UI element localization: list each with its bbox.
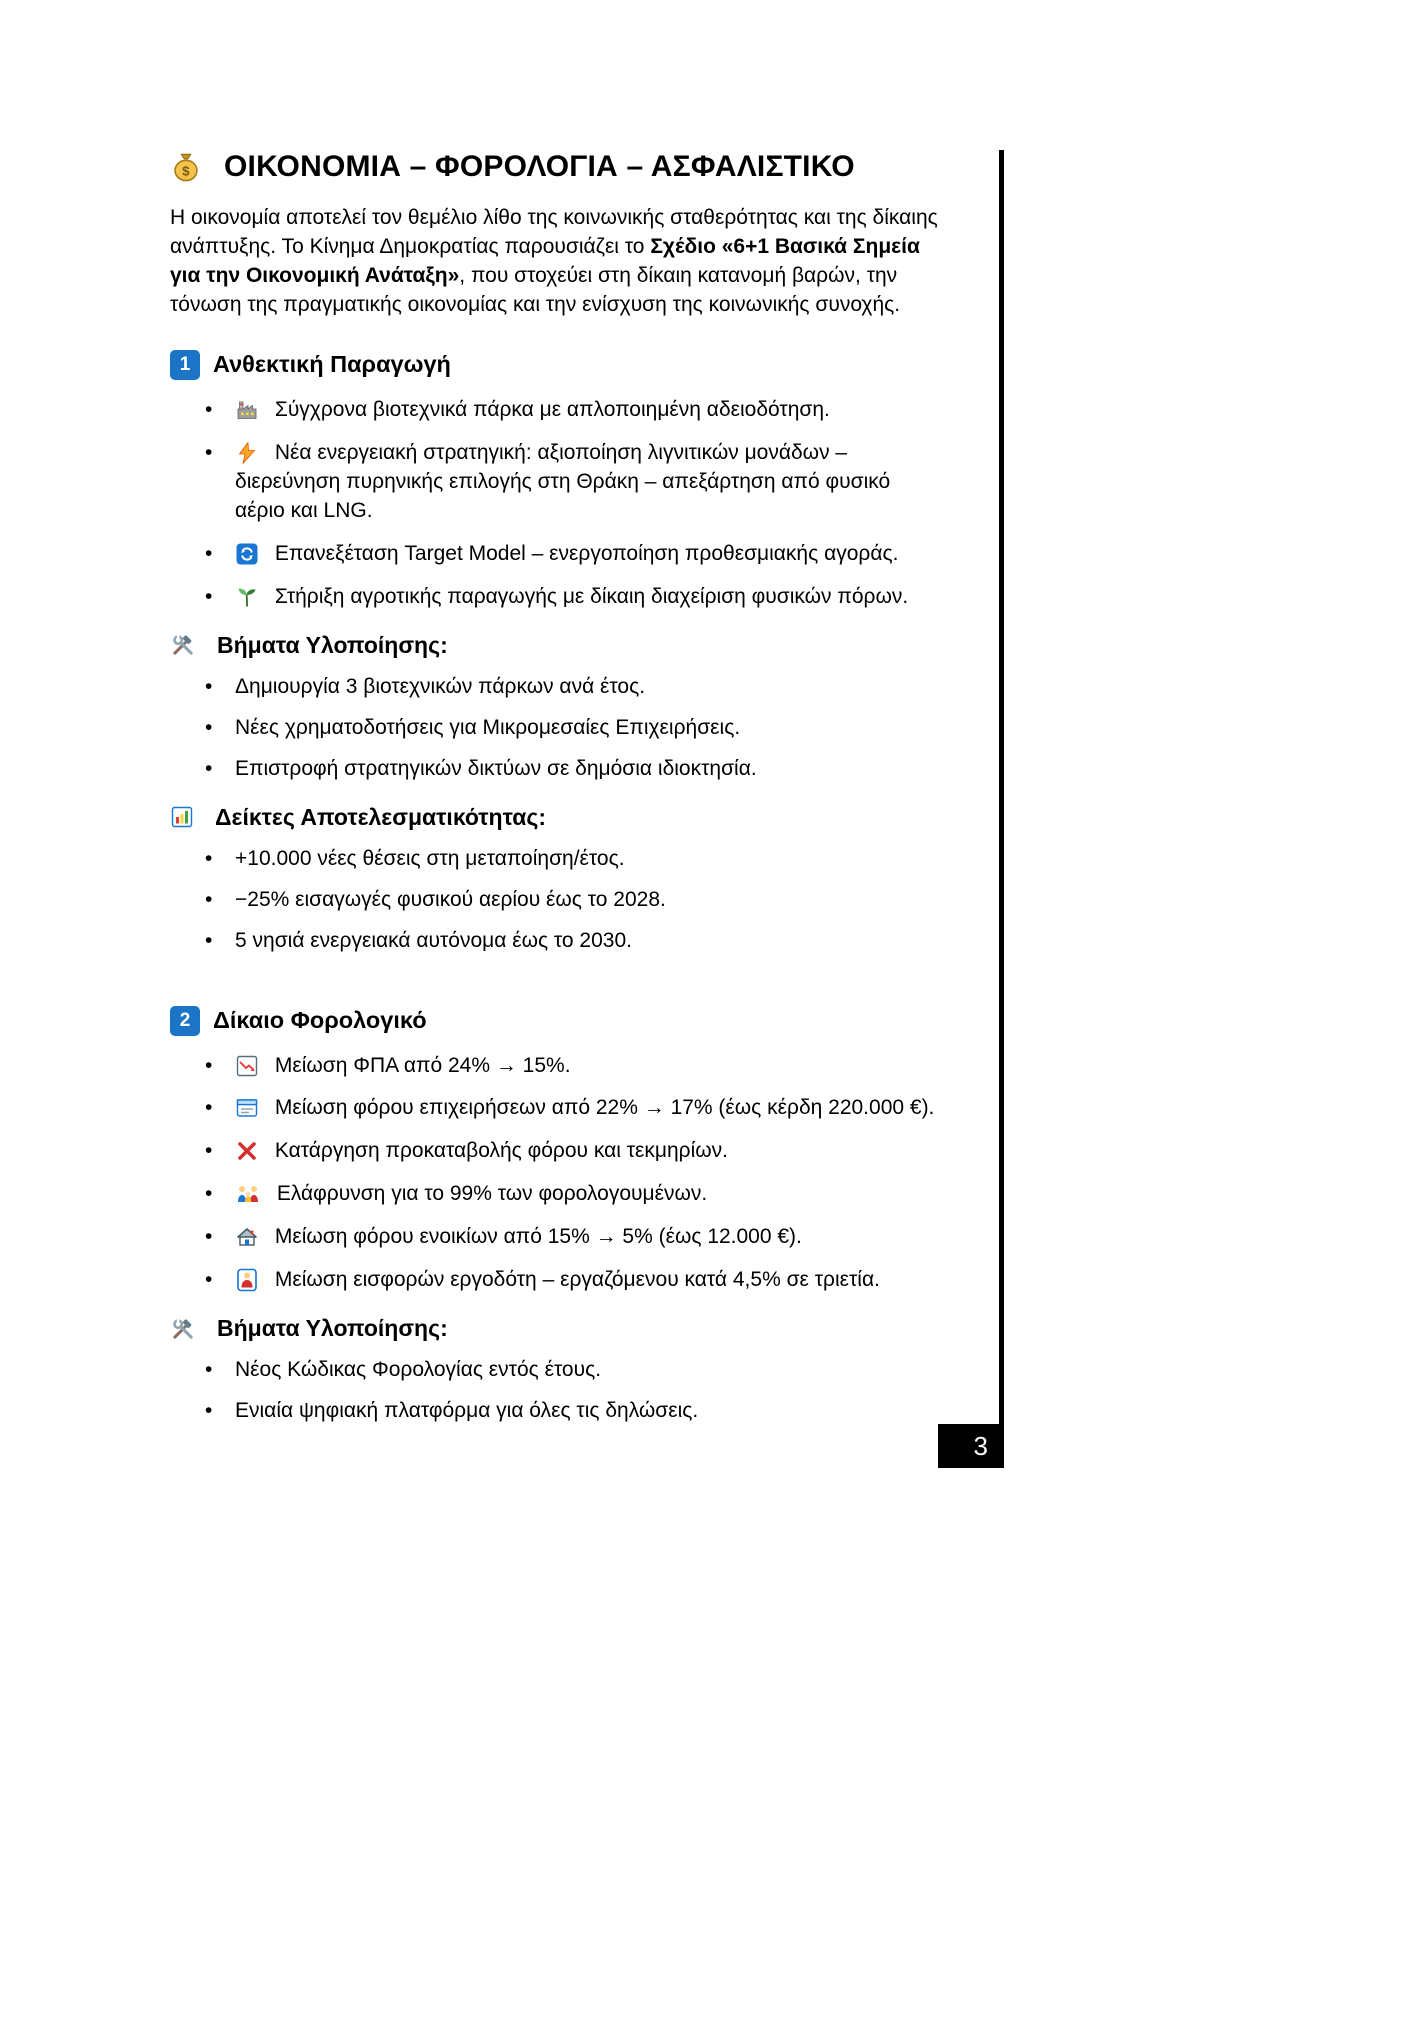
bullet-text: Μείωση φόρου επιχειρήσεων από 22% → 17% (έως κέρδη 220.000 €). — [274, 1096, 935, 1120]
list-item — [205, 886, 942, 915]
section-2-steps-list — [170, 1356, 942, 1426]
list-item — [205, 927, 942, 956]
section-1-steps-list — [170, 673, 942, 784]
bullet-marker — [205, 1266, 235, 1295]
person-icon — [235, 1268, 259, 1292]
indicator-text: 5 νησιά ενεργειακά αυτόνομα έως το 2030. — [235, 928, 632, 952]
step-text: Επιστροφή στρατηγικών δικτύων σε δημόσια ιδιοκτησία. — [235, 756, 757, 780]
svg-text:$: $ — [182, 163, 190, 179]
family-icon — [235, 1182, 261, 1206]
section-1-bullet-list — [170, 396, 942, 612]
section-2-badge: 2 — [170, 1006, 200, 1036]
indicator-text: +10.000 νέες θέσεις στη μεταποίηση/έτος. — [235, 846, 625, 870]
page-content — [170, 150, 942, 1438]
seedling-icon — [235, 585, 259, 609]
money-bag-icon — [170, 151, 202, 183]
section-2-steps-heading — [170, 1315, 942, 1342]
house-icon — [235, 1225, 259, 1249]
chart-down-icon — [235, 1054, 259, 1078]
list-item — [205, 583, 942, 612]
bullet-marker — [205, 1052, 235, 1081]
tools-icon — [170, 632, 196, 658]
list-item — [205, 1180, 942, 1209]
invoice-icon — [235, 1096, 259, 1120]
bullet-marker — [205, 439, 235, 526]
section-2-heading — [170, 1006, 942, 1036]
indicators-heading-text: Δείκτες Αποτελεσματικότητας: — [215, 803, 546, 830]
page-title — [170, 150, 942, 184]
bullet-text: Νέα ενεργειακή στρατηγική: αξιοποίηση λιγνιτικών μονάδων – διερεύνηση πυρηνικής επιλογής στη Θράκη – απεξάρτηση από φυσικό αέριο και LNG. — [235, 440, 891, 522]
page-title-text: ΟΙΚΟΝΟΜΙΑ – ΦΟΡΟΛΟΓΙΑ – ΑΣΦΑΛΙΣΤΙΚΟ — [224, 150, 855, 183]
section-1-indicators-heading — [170, 804, 942, 831]
page-side-rule — [999, 150, 1004, 1468]
bullet-marker — [205, 886, 235, 915]
bullet-marker — [205, 714, 235, 743]
list-item — [205, 1223, 942, 1252]
intro-part2-bold: Σχέδιο «6+1 Βασικά Σημεία για την Οικονομική Ανάταξη» — [170, 234, 920, 287]
bullet-text: Στήριξη αγροτικής παραγωγής με δίκαιη διαχείριση φυσικών πόρων. — [274, 584, 909, 608]
bullet-marker — [205, 755, 235, 784]
refresh-icon — [235, 542, 259, 566]
bullet-marker — [205, 396, 235, 425]
bullet-text: Επανεξέταση Target Model – ενεργοποίηση προθεσμιακής αγοράς. — [274, 541, 899, 565]
tools-icon — [170, 1316, 196, 1342]
list-item — [205, 673, 942, 702]
list-item — [205, 1266, 942, 1295]
section-1-indicators-list — [170, 845, 942, 956]
bullet-marker — [205, 1356, 235, 1385]
factory-icon — [235, 398, 259, 422]
step-text: Νέος Κώδικας Φορολογίας εντός έτους. — [235, 1358, 602, 1382]
lightning-icon — [235, 441, 259, 465]
bullet-marker — [205, 1397, 235, 1426]
bullet-text: Ελάφρυνση για το 99% των φορολογουμένων. — [276, 1182, 708, 1206]
section-1-badge: 1 — [170, 350, 200, 380]
bullet-marker — [205, 1223, 235, 1252]
bullet-marker — [205, 1180, 235, 1209]
list-item — [205, 1397, 942, 1426]
list-item — [205, 714, 942, 743]
step-text: Νέες χρηματοδοτήσεις για Μικρομεσαίες Επιχειρήσεις. — [235, 715, 741, 739]
bullet-text: Μείωση ΦΠΑ από 24% → 15%. — [274, 1053, 571, 1077]
page-number-box — [938, 1424, 1004, 1468]
intro-part1: Η οικονομία αποτελεί τον θεμέλιο λίθο της κοινωνικής σταθερότητας και της δίκαιης ανάπτυξης. Το Κίνημα Δημοκρατίας παρουσιάζει το — [170, 206, 938, 258]
bar-chart-icon — [170, 805, 194, 829]
bullet-marker — [205, 1094, 235, 1123]
section-1-title: Ανθεκτική Παραγωγή — [213, 351, 451, 378]
bullet-text: Κατάργηση προκαταβολής φόρου και τεκμηρίων. — [274, 1139, 729, 1163]
bullet-marker — [205, 583, 235, 612]
intro-part3: , που στοχεύει στη δίκαιη κατανομή βαρών, την τόνωση της πραγματικής οικονομίας και την ενίσχυση της κοινωνικής συνοχής. — [170, 263, 901, 316]
indicator-text: −25% εισαγωγές φυσικού αερίου έως το 2028. — [235, 887, 666, 911]
bullet-marker — [205, 927, 235, 956]
bullet-text: Μείωση εισφορών εργοδότη – εργαζόμενου κατά 4,5% σε τριετία. — [274, 1268, 880, 1292]
list-item — [205, 1094, 942, 1123]
bullet-text: Μείωση φόρου ενοικίων από 15% → 5% (έως 12.000 €). — [274, 1225, 802, 1249]
list-item — [205, 396, 942, 425]
section-1-heading — [170, 350, 942, 380]
bullet-marker — [205, 540, 235, 569]
page-number: 3 — [973, 1430, 988, 1461]
section-2-title: Δίκαιο Φορολογικό — [213, 1007, 427, 1033]
steps-heading-text: Βήματα Υλοποίησης: — [217, 1315, 448, 1342]
step-text: Ενιαία ψηφιακή πλατφόρμα για όλες τις δηλώσεις. — [235, 1399, 699, 1423]
steps-heading-text: Βήματα Υλοποίησης: — [217, 631, 448, 658]
bullet-marker — [205, 673, 235, 702]
list-item — [205, 1137, 942, 1166]
section-2-bullet-list — [170, 1052, 942, 1296]
section-1-steps-heading — [170, 632, 942, 659]
list-item — [205, 540, 942, 569]
step-text: Δημιουργία 3 βιοτεχνικών πάρκων ανά έτος. — [235, 674, 646, 698]
intro-paragraph — [170, 204, 942, 320]
bullet-marker — [205, 1137, 235, 1166]
cross-icon — [235, 1139, 259, 1163]
list-item — [205, 755, 942, 784]
list-item — [205, 439, 942, 526]
list-item — [205, 1356, 942, 1385]
list-item — [205, 1052, 942, 1081]
bullet-text: Σύγχρονα βιοτεχνικά πάρκα με απλοποιημένη αδειοδότηση. — [274, 397, 830, 421]
list-item — [205, 845, 942, 874]
bullet-marker — [205, 845, 235, 874]
